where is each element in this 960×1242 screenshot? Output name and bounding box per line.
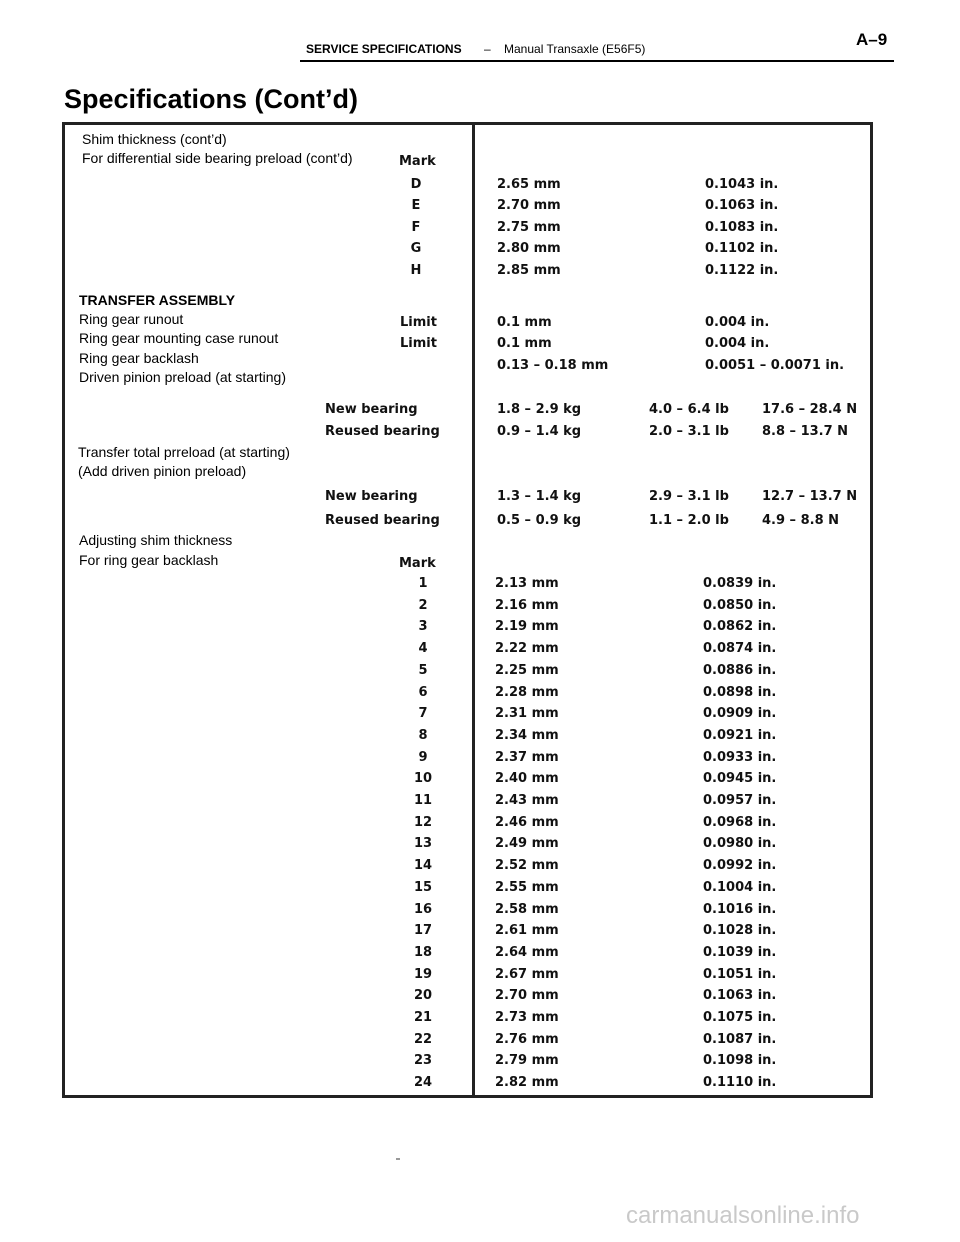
shim-in: 0.0933 in. xyxy=(703,749,777,765)
shim-mark: 9 xyxy=(418,749,428,765)
shim-mark: 10 xyxy=(413,771,433,787)
case-runout-in: 0.004 in. xyxy=(705,336,770,351)
adjusting-shim-label: Adjusting shim thickness xyxy=(79,532,233,548)
shim-in: 0.0957 in. xyxy=(703,793,777,808)
limit-label-case: Limit xyxy=(400,336,437,351)
driven-reused-lb: 2.0 – 3.1 lb xyxy=(649,424,729,439)
shim-mm: 2.13 mm xyxy=(495,576,559,591)
total-new-kg: 1.3 – 1.4 kg xyxy=(497,489,582,504)
page-number: A–9 xyxy=(856,30,888,49)
shim-mm: 2.25 mm xyxy=(495,662,559,678)
total-new-lb: 2.9 – 3.1 lb xyxy=(649,489,729,504)
ring-gear-backlash-shim-label: For ring gear backlash xyxy=(79,552,219,568)
driven-new-n: 17.6 – 28.4 N xyxy=(762,402,858,417)
shim-mark: 13 xyxy=(413,836,433,852)
case-runout-mm: 0.1 mm xyxy=(497,336,552,351)
shim-mm: 2.28 mm xyxy=(495,684,559,700)
shim-mm: 2.31 mm xyxy=(495,706,559,722)
spec-table-divider xyxy=(472,124,475,1096)
shim-in: 0.0945 in. xyxy=(703,771,777,787)
shim-mm: 2.40 mm xyxy=(495,771,559,787)
runout-mm: 0.1 mm xyxy=(497,315,552,330)
shim-mark: 11 xyxy=(413,793,433,808)
shim-mark: 6 xyxy=(418,684,428,700)
driven-reused-kg: 0.9 – 1.4 kg xyxy=(497,424,582,439)
header-rule xyxy=(300,60,894,62)
shim-in: 0.1083 in. xyxy=(705,219,779,235)
ring-gear-runout-label: Ring gear runout xyxy=(79,311,184,327)
transfer-assembly-heading: TRANSFER ASSEMBLY xyxy=(79,292,236,308)
backlash-mm: 0.13 – 0.18 mm xyxy=(497,358,609,373)
shim-in: 0.0839 in. xyxy=(703,576,777,591)
total-preload-note: (Add driven pinion preload) xyxy=(78,463,247,479)
total-reused-n: 4.9 – 8.8 N xyxy=(762,513,840,528)
shim-mark: H xyxy=(410,262,422,278)
footer-dot xyxy=(396,1158,400,1160)
shim-in: 0.1063 in. xyxy=(705,198,779,214)
shim-in: 0.0909 in. xyxy=(703,706,777,722)
total-reused-lb: 1.1 – 2.0 lb xyxy=(649,513,729,528)
shim-in: 0.0862 in. xyxy=(703,619,777,635)
shim-in: 0.1102 in. xyxy=(705,241,779,257)
shim-mark: 7 xyxy=(418,706,428,722)
shim-mark: 22 xyxy=(413,1031,433,1047)
shim-in: 0.0980 in. xyxy=(703,836,777,852)
shim-in: 0.1122 in. xyxy=(705,262,779,278)
shim-mm: 2.75 mm xyxy=(497,219,561,235)
backlash-in: 0.0051 – 0.0071 in. xyxy=(705,358,845,373)
shim-mm: 2.85 mm xyxy=(497,262,561,278)
header-separator: – xyxy=(484,42,491,56)
shim-mm: 2.52 mm xyxy=(495,858,559,874)
shim-in: 0.0874 in. xyxy=(703,641,777,657)
header-section: SERVICE SPECIFICATIONS xyxy=(306,42,462,56)
shim-subheading: For differential side bearing preload (cont’d) xyxy=(82,150,353,166)
shim-mark: 24 xyxy=(413,1075,433,1091)
shim-in: 0.0850 in. xyxy=(703,597,777,613)
shim-in: 0.0968 in. xyxy=(703,814,777,830)
shim-mm: 2.70 mm xyxy=(497,198,561,214)
shim-mark: 18 xyxy=(413,944,433,960)
driven-reused-n: 8.8 – 13.7 N xyxy=(762,424,849,439)
case-runout-label: Ring gear mounting case runout xyxy=(79,330,279,346)
watermark: carmanualsonline.info xyxy=(626,1202,860,1229)
shim-mark: 12 xyxy=(413,814,433,830)
total-new-n: 12.7 – 13.7 N xyxy=(762,489,858,504)
shim-mark: 3 xyxy=(418,619,428,635)
shim-in: 0.1098 in. xyxy=(703,1053,777,1069)
mark-label-2: Mark xyxy=(399,556,436,571)
shim-in: 0.1063 in. xyxy=(703,988,777,1004)
driven-new-kg: 1.8 – 2.9 kg xyxy=(497,402,582,417)
new-bearing-label-2: New bearing xyxy=(325,489,418,504)
shim-mm: 2.55 mm xyxy=(495,879,559,895)
shim-mark: 20 xyxy=(413,988,433,1004)
shim-in: 0.1075 in. xyxy=(703,1010,777,1025)
shim-heading: Shim thickness (cont’d) xyxy=(82,131,227,147)
shim-mark: 23 xyxy=(413,1053,433,1069)
shim-in: 0.1016 in. xyxy=(703,901,777,917)
shim-mark: G xyxy=(410,241,422,257)
shim-mm: 2.22 mm xyxy=(495,641,559,657)
shim-in: 0.0921 in. xyxy=(703,727,777,743)
shim-mm: 2.70 mm xyxy=(495,988,559,1004)
shim-mark: 8 xyxy=(418,727,428,743)
shim-mm: 2.34 mm xyxy=(495,727,559,743)
shim-mm: 2.58 mm xyxy=(495,901,559,917)
shim-in: 0.1087 in. xyxy=(703,1031,777,1047)
ring-gear-backlash-label: Ring gear backlash xyxy=(79,350,199,366)
shim-mm: 2.46 mm xyxy=(495,814,559,830)
shim-mm: 2.79 mm xyxy=(495,1053,559,1069)
reused-bearing-label-2: Reused bearing xyxy=(325,513,440,528)
shim-mark: F xyxy=(411,219,421,235)
total-reused-kg: 0.5 – 0.9 kg xyxy=(497,513,582,528)
new-bearing-label: New bearing xyxy=(325,402,418,417)
shim-mm: 2.16 mm xyxy=(495,597,559,613)
shim-mm: 2.61 mm xyxy=(495,923,559,939)
shim-mm: 2.64 mm xyxy=(495,944,559,960)
shim-mm: 2.67 mm xyxy=(495,966,559,982)
shim-mark: E xyxy=(411,198,421,214)
shim-mm: 2.73 mm xyxy=(495,1010,559,1025)
shim-mm: 2.49 mm xyxy=(495,836,559,852)
shim-mark: 14 xyxy=(413,858,433,874)
total-preload-label: Transfer total prreload (at starting) xyxy=(78,444,290,460)
shim-mark: 2 xyxy=(418,597,428,613)
shim-mm: 2.80 mm xyxy=(497,241,561,257)
shim-in: 0.1043 in. xyxy=(705,177,779,192)
shim-mark: 16 xyxy=(413,901,433,917)
driven-pinion-preload-label: Driven pinion preload (at starting) xyxy=(79,369,286,385)
shim-mark: D xyxy=(410,177,422,192)
shim-mm: 2.76 mm xyxy=(495,1031,559,1047)
shim-mark: 1 xyxy=(418,576,428,591)
shim-in: 0.1028 in. xyxy=(703,923,777,939)
shim-in: 0.0992 in. xyxy=(703,858,777,874)
shim-mm: 2.82 mm xyxy=(495,1075,559,1091)
shim-in: 0.1051 in. xyxy=(703,966,777,982)
shim-mark: 21 xyxy=(413,1010,433,1025)
shim-in: 0.1039 in. xyxy=(703,944,777,960)
shim-mm: 2.43 mm xyxy=(495,793,559,808)
shim-in: 0.0886 in. xyxy=(703,662,777,678)
shim-in: 0.1110 in. xyxy=(703,1075,777,1091)
shim-in: 0.1004 in. xyxy=(703,879,777,895)
shim-mark: 17 xyxy=(413,923,433,939)
shim-mark: 5 xyxy=(418,662,428,678)
page-title: Specifications (Cont’d) xyxy=(64,84,359,114)
driven-new-lb: 4.0 – 6.4 lb xyxy=(649,402,729,417)
header-subtitle: Manual Transaxle (E56F5) xyxy=(504,42,646,56)
shim-mm: 2.65 mm xyxy=(497,177,561,192)
shim-mm: 2.19 mm xyxy=(495,619,559,635)
shim-mm: 2.37 mm xyxy=(495,749,559,765)
shim-mark: 19 xyxy=(413,966,433,982)
shim-mark: 15 xyxy=(413,879,433,895)
mark-label: Mark xyxy=(399,154,436,169)
shim-in: 0.0898 in. xyxy=(703,684,777,700)
runout-in: 0.004 in. xyxy=(705,315,770,330)
reused-bearing-label: Reused bearing xyxy=(325,424,440,439)
limit-label-runout: Limit xyxy=(400,315,437,330)
shim-mark: 4 xyxy=(418,641,428,657)
